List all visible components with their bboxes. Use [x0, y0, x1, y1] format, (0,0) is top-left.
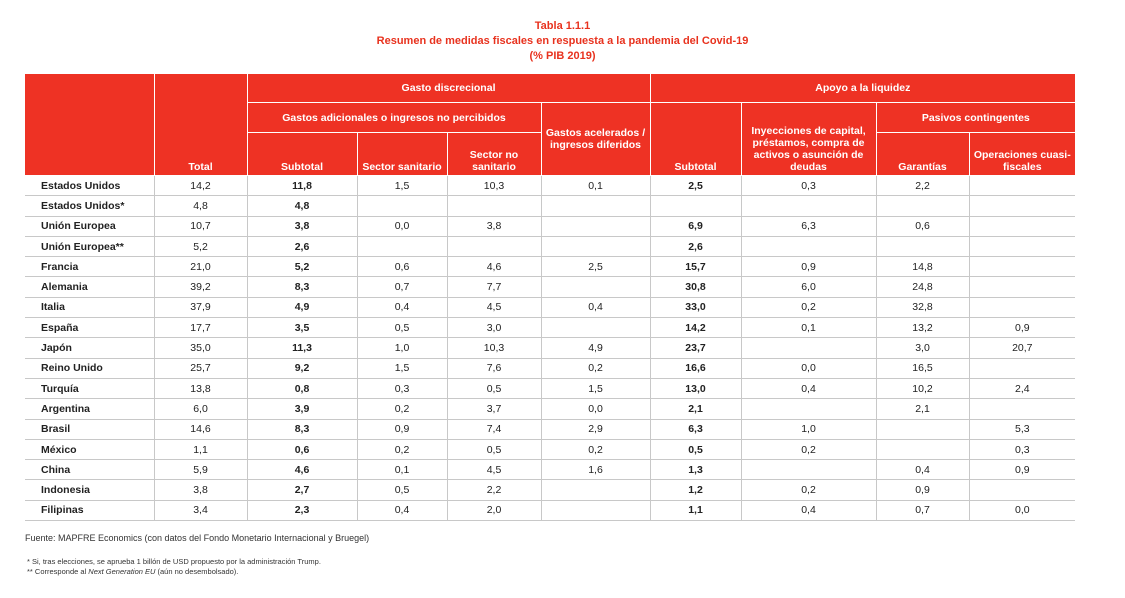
cell-sector-no-sanitario: 7,4: [447, 419, 541, 439]
cell-sector-no-sanitario: 7,7: [447, 277, 541, 297]
table-row: [25, 257, 1075, 277]
header-blank: [25, 74, 154, 176]
cell-subtotal-liquidez: 33,0: [650, 297, 741, 317]
cell-sector-sanitario: 0,5: [357, 318, 447, 338]
cell-subtotal-liquidez: 6,3: [650, 419, 741, 439]
cell-sector-sanitario: 0,4: [357, 500, 447, 520]
cell-inyecciones: [741, 338, 876, 358]
cell-subtotal: 3,9: [247, 399, 357, 419]
cell-subtotal-liquidez: 14,2: [650, 318, 741, 338]
cell-sector-no-sanitario: 4,5: [447, 297, 541, 317]
cell-country: España: [25, 318, 154, 338]
cell-sector-sanitario: 0,1: [357, 460, 447, 480]
header-inyecciones: Inyecciones de capital, préstamos, compra de activos o asunción de deudas: [741, 103, 876, 176]
cell-subtotal-liquidez: 16,6: [650, 358, 741, 378]
cell-garantias: 14,8: [876, 257, 969, 277]
cell-total: 5,9: [154, 460, 247, 480]
cell-sector-sanitario: 0,4: [357, 297, 447, 317]
cell-total: 39,2: [154, 277, 247, 297]
cell-garantias: 0,6: [876, 216, 969, 236]
cell-operaciones: [969, 358, 1075, 378]
cell-gastos-acelerados: 4,9: [541, 338, 650, 358]
cell-gastos-acelerados: [541, 277, 650, 297]
cell-total: 14,2: [154, 176, 247, 196]
cell-subtotal: 11,8: [247, 176, 357, 196]
cell-inyecciones: 0,9: [741, 257, 876, 277]
table-row: [25, 500, 1075, 520]
table-row: [25, 176, 1075, 196]
cell-country: Turquía: [25, 378, 154, 398]
cell-operaciones: 2,4: [969, 378, 1075, 398]
cell-subtotal: 0,8: [247, 378, 357, 398]
cell-country: Estados Unidos*: [25, 196, 154, 216]
table-row: [25, 236, 1075, 256]
header-gastos-acelerados: Gastos acelerados / ingresos diferidos: [541, 103, 650, 176]
cell-country: Italia: [25, 297, 154, 317]
cell-operaciones: [969, 176, 1075, 196]
cell-gastos-acelerados: 0,4: [541, 297, 650, 317]
cell-total: 37,9: [154, 297, 247, 317]
cell-sector-sanitario: 0,9: [357, 419, 447, 439]
cell-sector-sanitario: 0,0: [357, 216, 447, 236]
header-garantias: Garantías: [876, 133, 969, 176]
cell-operaciones: 0,3: [969, 439, 1075, 459]
cell-country: Estados Unidos: [25, 176, 154, 196]
table-caption: [0, 0, 1125, 64]
header-sector-no-sanitario: Sector no sanitario: [447, 133, 541, 176]
cell-total: 14,6: [154, 419, 247, 439]
cell-operaciones: [969, 196, 1075, 216]
cell-gastos-acelerados: [541, 500, 650, 520]
cell-sector-no-sanitario: 7,6: [447, 358, 541, 378]
table-row: [25, 277, 1075, 297]
cell-garantias: 10,2: [876, 378, 969, 398]
cell-subtotal: 4,9: [247, 297, 357, 317]
cell-garantias: 16,5: [876, 358, 969, 378]
cell-operaciones: [969, 297, 1075, 317]
table-title: Tabla 1.1.1: [534, 20, 591, 32]
cell-country: Francia: [25, 257, 154, 277]
cell-gastos-acelerados: 0,2: [541, 439, 650, 459]
cell-subtotal-liquidez: 2,6: [650, 236, 741, 256]
table-row: [25, 196, 1075, 216]
cell-inyecciones: [741, 399, 876, 419]
cell-total: 21,0: [154, 257, 247, 277]
cell-subtotal: 2,7: [247, 480, 357, 500]
table-body: [25, 176, 1075, 521]
cell-subtotal-liquidez: 30,8: [650, 277, 741, 297]
cell-subtotal: 3,5: [247, 318, 357, 338]
cell-country: Argentina: [25, 399, 154, 419]
cell-garantias: 13,2: [876, 318, 969, 338]
cell-total: 4,8: [154, 196, 247, 216]
cell-country: Indonesia: [25, 480, 154, 500]
cell-sector-no-sanitario: 0,5: [447, 378, 541, 398]
cell-subtotal-liquidez: 15,7: [650, 257, 741, 277]
cell-sector-sanitario: 0,2: [357, 399, 447, 419]
cell-subtotal: 8,3: [247, 419, 357, 439]
cell-gastos-acelerados: 2,5: [541, 257, 650, 277]
cell-inyecciones: 6,0: [741, 277, 876, 297]
header-apoyo-liquidez: Apoyo a la liquidez: [650, 74, 1075, 103]
table-row: [25, 378, 1075, 398]
cell-subtotal: 2,6: [247, 236, 357, 256]
header-subtotal-liquidez: Subtotal: [650, 103, 741, 176]
cell-operaciones: 5,3: [969, 419, 1075, 439]
cell-country: México: [25, 439, 154, 459]
cell-country: Filipinas: [25, 500, 154, 520]
cell-sector-no-sanitario: 3,0: [447, 318, 541, 338]
cell-total: 35,0: [154, 338, 247, 358]
cell-operaciones: 0,9: [969, 460, 1075, 480]
header-gastos-adicionales: Gastos adicionales o ingresos no percibidos: [247, 103, 541, 133]
cell-inyecciones: 0,0: [741, 358, 876, 378]
cell-sector-sanitario: 1,0: [357, 338, 447, 358]
table-row: [25, 419, 1075, 439]
cell-inyecciones: 0,4: [741, 500, 876, 520]
cell-subtotal: 0,6: [247, 439, 357, 459]
cell-operaciones: [969, 277, 1075, 297]
cell-sector-no-sanitario: 2,2: [447, 480, 541, 500]
table-row: [25, 358, 1075, 378]
header-sector-sanitario: Sector sanitario: [357, 133, 447, 176]
cell-garantias: [876, 419, 969, 439]
cell-country: Unión Europea**: [25, 236, 154, 256]
table-unit: (% PIB 2019): [529, 50, 596, 62]
cell-sector-sanitario: 0,3: [357, 378, 447, 398]
cell-gastos-acelerados: [541, 318, 650, 338]
cell-subtotal-liquidez: 13,0: [650, 378, 741, 398]
cell-sector-no-sanitario: 10,3: [447, 338, 541, 358]
table-row: [25, 318, 1075, 338]
cell-inyecciones: [741, 196, 876, 216]
cell-total: 3,4: [154, 500, 247, 520]
cell-subtotal-liquidez: [650, 196, 741, 216]
cell-total: 3,8: [154, 480, 247, 500]
cell-subtotal: 4,6: [247, 460, 357, 480]
cell-subtotal-liquidez: 2,5: [650, 176, 741, 196]
cell-sector-sanitario: [357, 196, 447, 216]
cell-subtotal: 5,2: [247, 257, 357, 277]
header-operaciones: Operaciones cuasi-fiscales: [969, 133, 1075, 176]
cell-gastos-acelerados: 1,5: [541, 378, 650, 398]
table-subtitle: Resumen de medidas fiscales en respuesta a la pandemia del Covid-19: [376, 35, 749, 47]
cell-garantias: 0,7: [876, 500, 969, 520]
cell-inyecciones: 0,2: [741, 297, 876, 317]
cell-gastos-acelerados: [541, 196, 650, 216]
cell-sector-sanitario: [357, 236, 447, 256]
cell-sector-no-sanitario: [447, 196, 541, 216]
cell-garantias: [876, 196, 969, 216]
cell-garantias: 0,9: [876, 480, 969, 500]
cell-subtotal: 4,8: [247, 196, 357, 216]
cell-subtotal: 11,3: [247, 338, 357, 358]
cell-sector-no-sanitario: 3,8: [447, 216, 541, 236]
cell-sector-no-sanitario: 4,5: [447, 460, 541, 480]
cell-sector-no-sanitario: 0,5: [447, 439, 541, 459]
cell-subtotal-liquidez: 1,2: [650, 480, 741, 500]
cell-operaciones: 0,9: [969, 318, 1075, 338]
cell-operaciones: 20,7: [969, 338, 1075, 358]
cell-gastos-acelerados: 0,0: [541, 399, 650, 419]
cell-garantias: 24,8: [876, 277, 969, 297]
cell-total: 13,8: [154, 378, 247, 398]
cell-inyecciones: [741, 236, 876, 256]
cell-sector-no-sanitario: 4,6: [447, 257, 541, 277]
cell-country: Reino Unido: [25, 358, 154, 378]
cell-sector-sanitario: 1,5: [357, 358, 447, 378]
cell-garantias: [876, 439, 969, 459]
source-note: Fuente: MAPFRE Economics (con datos del Fondo Monetario Internacional y Bruegel): [25, 533, 370, 543]
cell-sector-sanitario: 0,2: [357, 439, 447, 459]
cell-gastos-acelerados: 0,1: [541, 176, 650, 196]
header-subtotal: Subtotal: [247, 133, 357, 176]
cell-inyecciones: 0,2: [741, 480, 876, 500]
cell-country: China: [25, 460, 154, 480]
cell-garantias: [876, 236, 969, 256]
table-row: [25, 439, 1075, 459]
cell-subtotal-liquidez: 23,7: [650, 338, 741, 358]
cell-inyecciones: 6,3: [741, 216, 876, 236]
cell-subtotal-liquidez: 1,1: [650, 500, 741, 520]
cell-operaciones: [969, 257, 1075, 277]
cell-subtotal: 9,2: [247, 358, 357, 378]
cell-garantias: 0,4: [876, 460, 969, 480]
footnote-2: ** Corresponde al Next Generation EU (aún no desembolsado).: [27, 567, 239, 576]
cell-garantias: 3,0: [876, 338, 969, 358]
cell-sector-sanitario: 0,5: [357, 480, 447, 500]
cell-garantias: 2,2: [876, 176, 969, 196]
cell-sector-no-sanitario: 2,0: [447, 500, 541, 520]
cell-operaciones: [969, 216, 1075, 236]
cell-gastos-acelerados: [541, 236, 650, 256]
table-row: [25, 297, 1075, 317]
cell-country: Brasil: [25, 419, 154, 439]
cell-gastos-acelerados: [541, 480, 650, 500]
cell-country: Unión Europea: [25, 216, 154, 236]
table-row: [25, 338, 1075, 358]
cell-total: 17,7: [154, 318, 247, 338]
header-gasto-discrecional: Gasto discrecional: [247, 74, 650, 103]
cell-total: 5,2: [154, 236, 247, 256]
cell-sector-no-sanitario: 3,7: [447, 399, 541, 419]
cell-sector-sanitario: 0,7: [357, 277, 447, 297]
cell-inyecciones: 0,2: [741, 439, 876, 459]
cell-inyecciones: 0,1: [741, 318, 876, 338]
cell-total: 25,7: [154, 358, 247, 378]
table-row: [25, 460, 1075, 480]
cell-operaciones: [969, 399, 1075, 419]
table-row: [25, 480, 1075, 500]
cell-sector-sanitario: 1,5: [357, 176, 447, 196]
cell-inyecciones: [741, 460, 876, 480]
cell-sector-no-sanitario: 10,3: [447, 176, 541, 196]
cell-inyecciones: 1,0: [741, 419, 876, 439]
cell-operaciones: [969, 480, 1075, 500]
cell-total: 1,1: [154, 439, 247, 459]
cell-subtotal-liquidez: 2,1: [650, 399, 741, 419]
cell-country: Japón: [25, 338, 154, 358]
footnote-1: * Si, tras elecciones, se aprueba 1 billón de USD propuesto por la administración Trump.: [27, 557, 321, 566]
cell-inyecciones: 0,4: [741, 378, 876, 398]
cell-sector-no-sanitario: [447, 236, 541, 256]
cell-gastos-acelerados: 2,9: [541, 419, 650, 439]
header-total: Total: [154, 74, 247, 176]
cell-gastos-acelerados: 0,2: [541, 358, 650, 378]
cell-total: 10,7: [154, 216, 247, 236]
fiscal-measures-table: [25, 74, 1075, 521]
cell-subtotal: 3,8: [247, 216, 357, 236]
cell-subtotal: 8,3: [247, 277, 357, 297]
cell-country: Alemania: [25, 277, 154, 297]
cell-sector-sanitario: 0,6: [357, 257, 447, 277]
table-row: [25, 216, 1075, 236]
cell-operaciones: 0,0: [969, 500, 1075, 520]
cell-subtotal: 2,3: [247, 500, 357, 520]
cell-operaciones: [969, 236, 1075, 256]
cell-gastos-acelerados: 1,6: [541, 460, 650, 480]
cell-inyecciones: 0,3: [741, 176, 876, 196]
cell-garantias: 32,8: [876, 297, 969, 317]
cell-garantias: 2,1: [876, 399, 969, 419]
cell-gastos-acelerados: [541, 216, 650, 236]
cell-subtotal-liquidez: 1,3: [650, 460, 741, 480]
cell-total: 6,0: [154, 399, 247, 419]
cell-subtotal-liquidez: 0,5: [650, 439, 741, 459]
table-row: [25, 399, 1075, 419]
cell-subtotal-liquidez: 6,9: [650, 216, 741, 236]
header-pasivos-contingentes: Pasivos contingentes: [876, 103, 1075, 133]
